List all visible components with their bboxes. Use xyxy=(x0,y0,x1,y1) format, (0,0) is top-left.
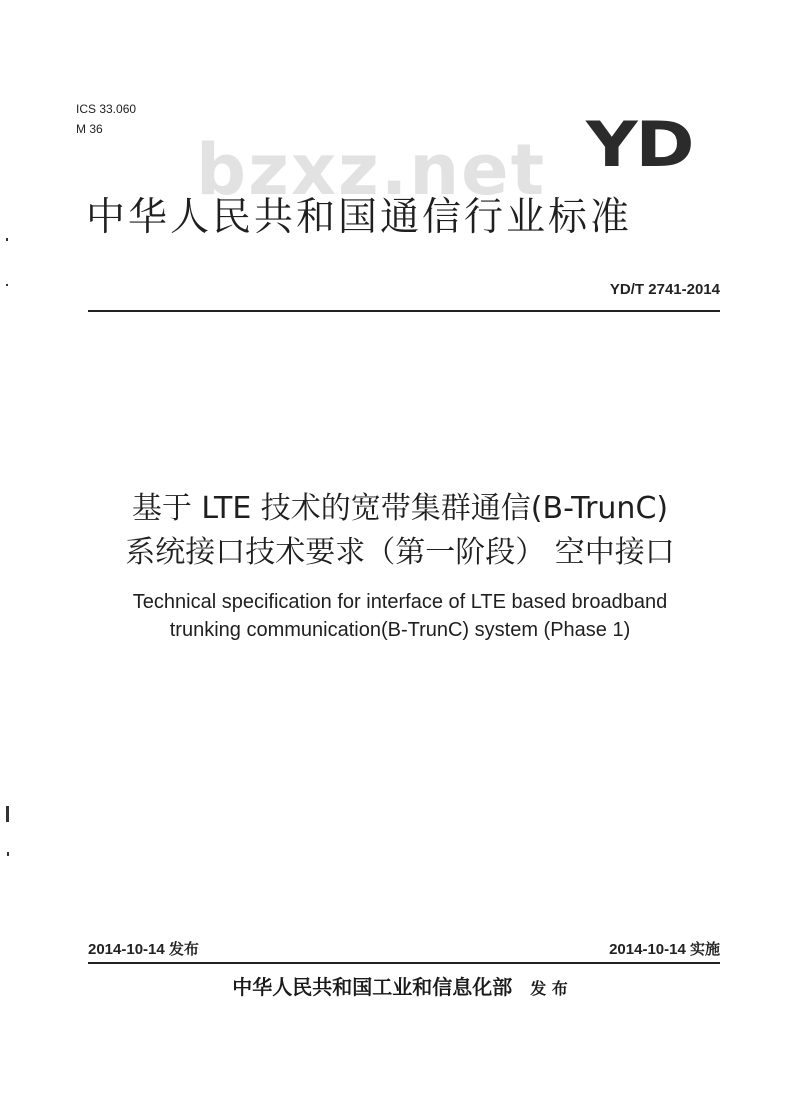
classification-codes xyxy=(76,99,136,139)
scan-speck xyxy=(7,852,9,856)
ics-code: ICS 33.060 xyxy=(76,102,137,116)
org-title: 中华人民共和国通信行业标准 xyxy=(86,195,633,240)
title-chinese-line-2: 系统接口技术要求（第一阶段） 空中接口 xyxy=(125,535,675,570)
title-chinese-line-1: 基于 LTE 技术的宽带集群通信(B-TrunC) xyxy=(131,491,669,526)
issue-date: 2014-10-14 发布 xyxy=(88,941,199,958)
scan-speck xyxy=(6,806,9,822)
watermark: bzxz.net xyxy=(196,129,547,211)
title-english-line-1: Technical specification for interface of LTE based broadband xyxy=(132,591,668,613)
implementation-date: 2014-10-14 实施 xyxy=(609,941,720,958)
standard-number: YD/T 2741-2014 xyxy=(609,281,720,298)
yd-logo: YD xyxy=(586,108,693,181)
title-english-line-2: trunking communication(B-TrunC) system (Phase 1) xyxy=(169,619,631,641)
issuer-suffix: 发 布 xyxy=(530,979,568,998)
title-chinese xyxy=(0,487,800,575)
bottom-divider xyxy=(88,962,720,964)
scan-speck xyxy=(6,238,8,241)
issuer-name: 中华人民共和国工业和信息化部 xyxy=(232,975,513,999)
scan-speck xyxy=(6,284,8,286)
top-divider xyxy=(88,310,720,312)
title-english xyxy=(0,588,800,644)
ccs-code: M 36 xyxy=(76,122,103,136)
issuer xyxy=(0,972,800,1004)
